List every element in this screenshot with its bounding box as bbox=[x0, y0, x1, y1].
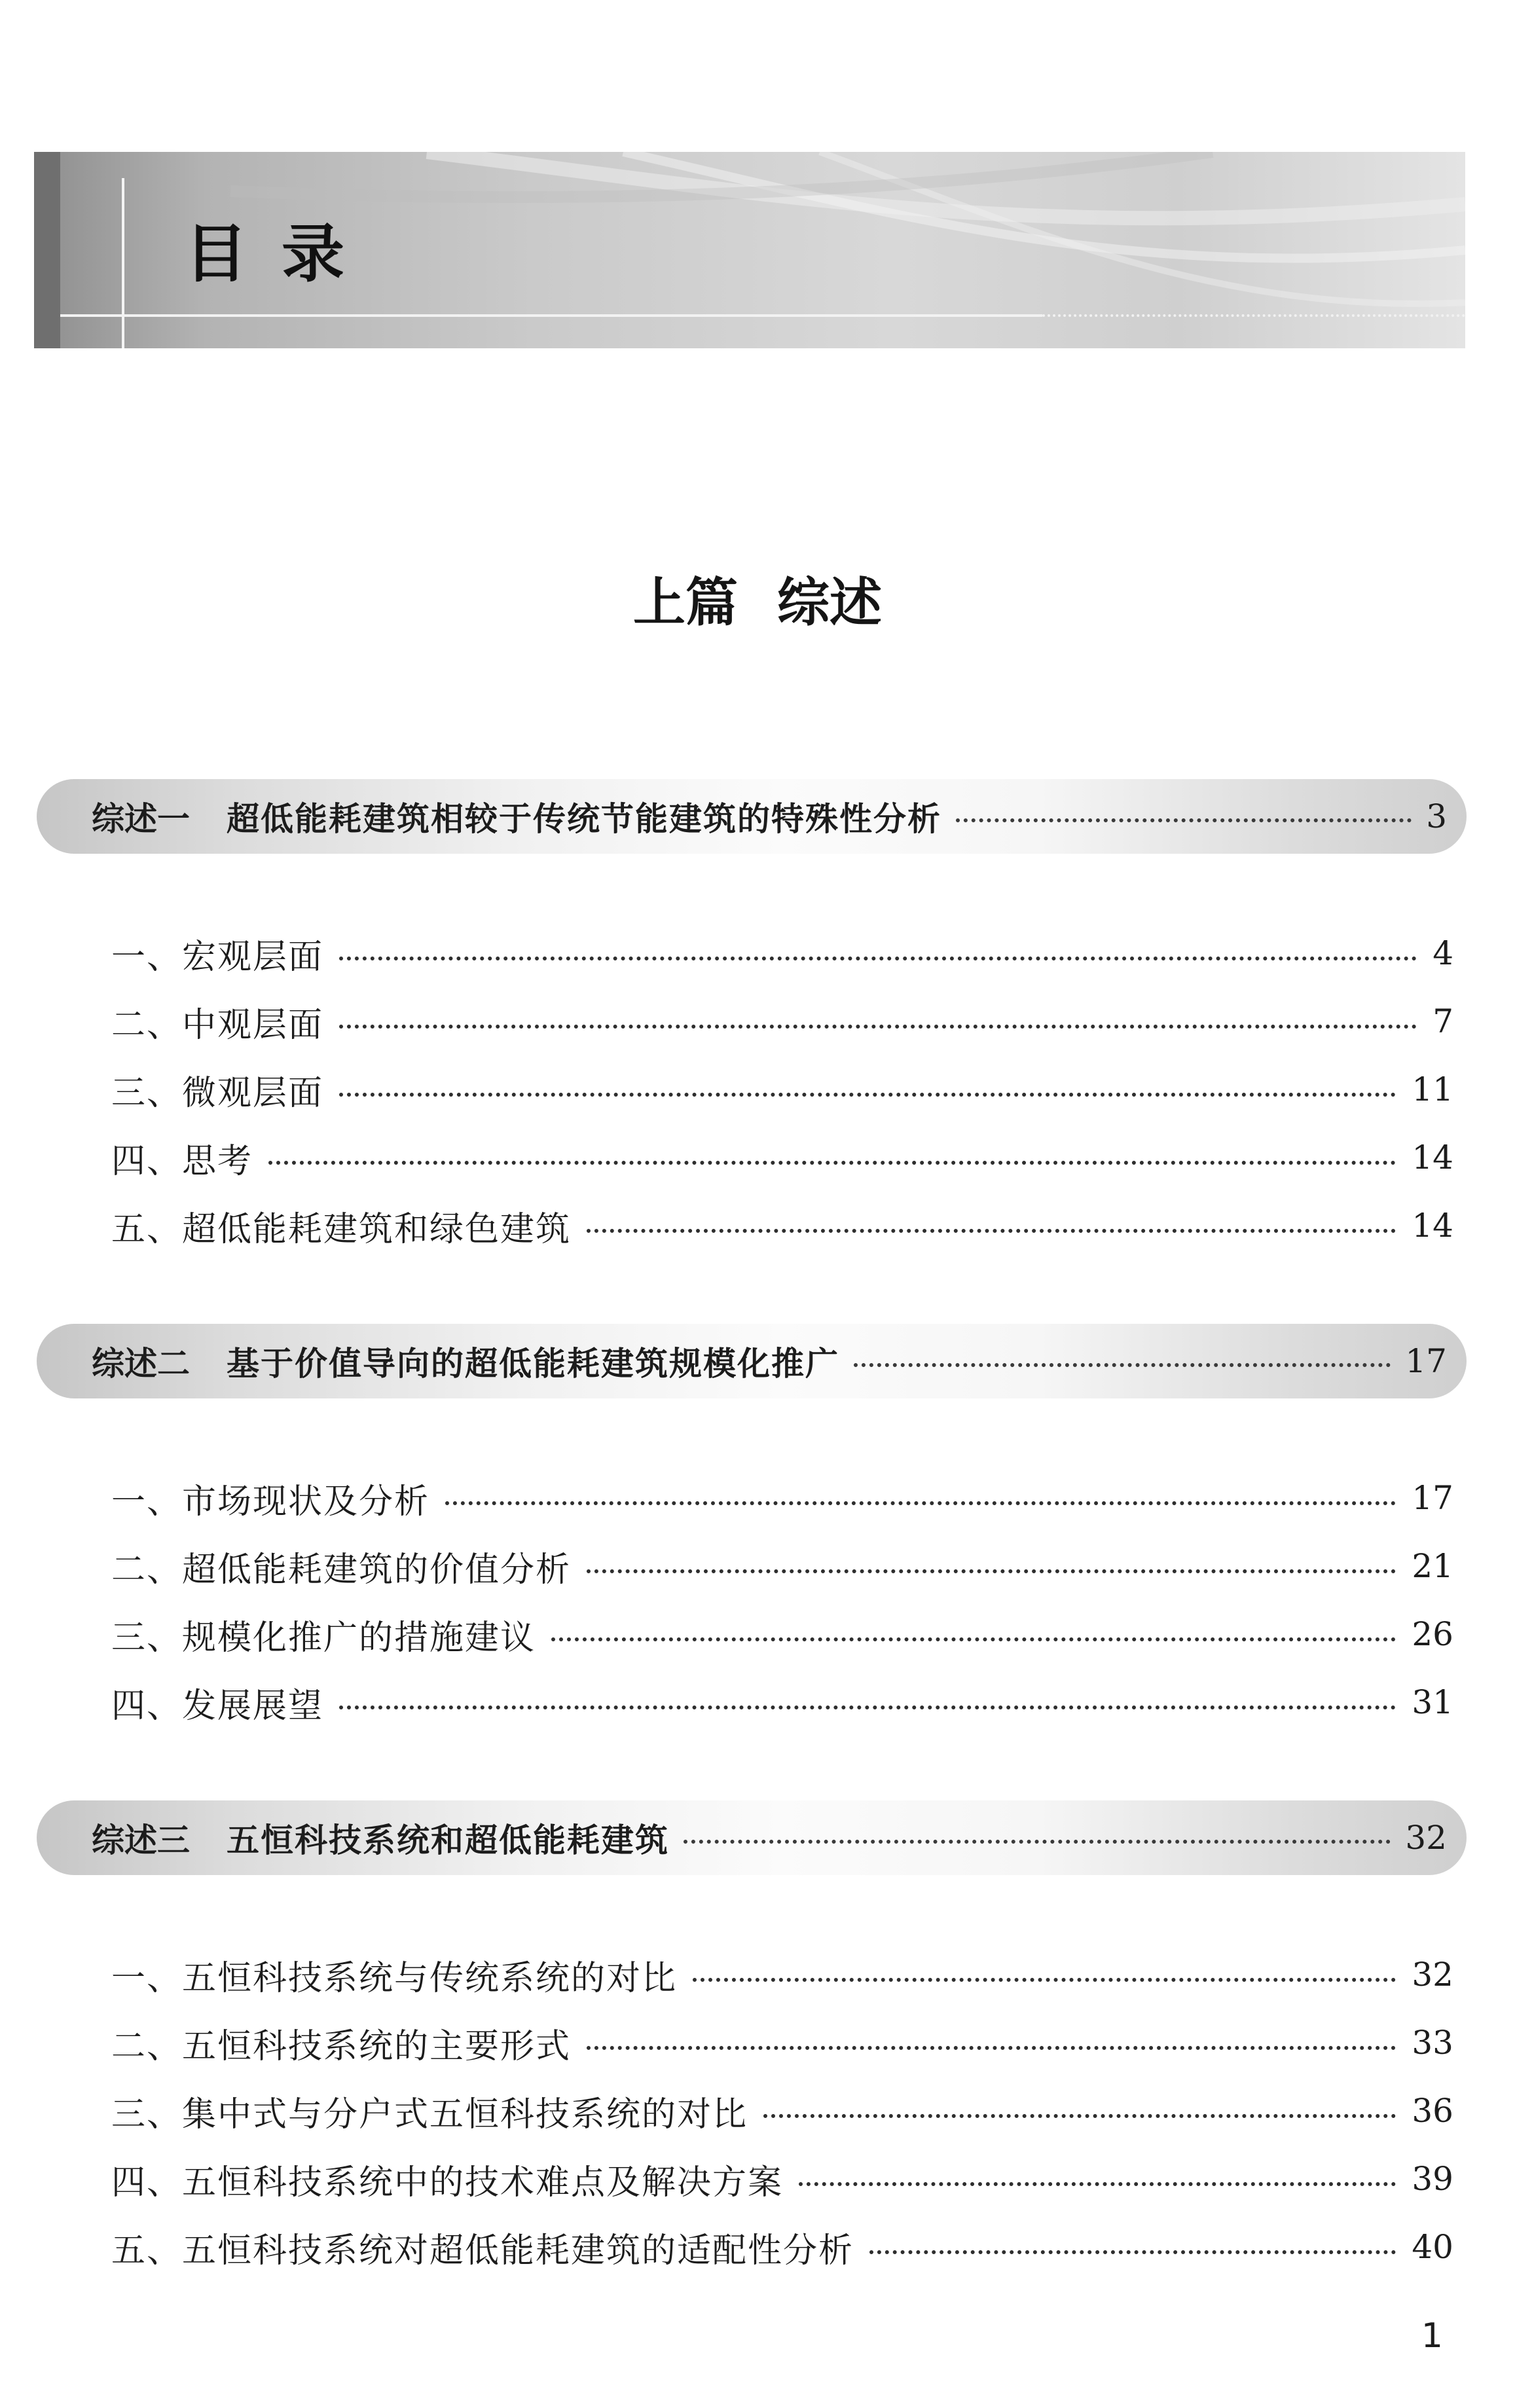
entry-page: 36 bbox=[1412, 2092, 1453, 2130]
entry-label: 三、集中式与分户式五恒科技系统的对比 bbox=[111, 2094, 748, 2134]
dot-leader bbox=[956, 818, 1412, 822]
chapter-title: 超低能耗建筑相较于传统节能建筑的特殊性分析 bbox=[227, 800, 941, 838]
entry-page: 21 bbox=[1412, 1547, 1453, 1585]
toc-chapter-2[interactable] bbox=[37, 1324, 1467, 1398]
dot-leader bbox=[587, 1569, 1396, 1573]
entry-page: 33 bbox=[1412, 2024, 1453, 2062]
toc-entry[interactable] bbox=[111, 1067, 1453, 1112]
dot-leader bbox=[763, 2114, 1396, 2118]
dot-leader bbox=[551, 1637, 1396, 1641]
header-banner bbox=[34, 152, 1465, 348]
page-title: 目录 bbox=[185, 217, 378, 291]
entry-label: 三、微观层面 bbox=[111, 1073, 324, 1113]
chapter-page: 17 bbox=[1405, 1342, 1447, 1380]
part-name: 综述 bbox=[777, 572, 882, 633]
part-title bbox=[0, 572, 1515, 633]
banner-left-bar bbox=[34, 152, 60, 348]
dot-leader bbox=[854, 1363, 1391, 1367]
entry-label: 二、超低能耗建筑的价值分析 bbox=[111, 1550, 572, 1590]
dot-leader bbox=[587, 1229, 1396, 1233]
toc-entry[interactable] bbox=[111, 2156, 1453, 2202]
entry-label: 四、五恒科技系统中的技术难点及解决方案 bbox=[111, 2162, 784, 2202]
toc-entry[interactable] bbox=[111, 2088, 1453, 2134]
toc-entry[interactable] bbox=[111, 1543, 1453, 1589]
entry-page: 14 bbox=[1412, 1207, 1453, 1245]
toc-entry[interactable] bbox=[111, 998, 1453, 1044]
toc-entry[interactable] bbox=[111, 1611, 1453, 1657]
entry-label: 三、规模化推广的措施建议 bbox=[111, 1618, 536, 1658]
entry-label: 二、中观层面 bbox=[111, 1005, 324, 1045]
entry-page: 14 bbox=[1412, 1139, 1453, 1177]
chapter-number: 综述一 bbox=[92, 800, 190, 838]
entry-page: 40 bbox=[1412, 2228, 1453, 2266]
entry-label: 四、思考 bbox=[111, 1141, 253, 1181]
toc-entry[interactable] bbox=[111, 1135, 1453, 1180]
entry-page: 7 bbox=[1433, 1002, 1453, 1040]
toc-entry[interactable] bbox=[111, 2224, 1453, 2270]
dot-leader bbox=[339, 1025, 1417, 1029]
entry-label: 一、市场现状及分析 bbox=[111, 1482, 430, 1522]
entry-label: 五、超低能耗建筑和绿色建筑 bbox=[111, 1209, 572, 1249]
chapter-page: 32 bbox=[1405, 1819, 1447, 1857]
chapter-number: 综述二 bbox=[92, 1345, 190, 1383]
entry-page: 39 bbox=[1412, 2160, 1453, 2198]
dot-leader bbox=[869, 2250, 1396, 2254]
part-prefix: 上篇 bbox=[633, 572, 738, 633]
chapter-page: 3 bbox=[1426, 797, 1447, 835]
page-number: 1 bbox=[1421, 2316, 1443, 2356]
entry-page: 31 bbox=[1412, 1683, 1453, 1721]
chapter-title: 基于价值导向的超低能耗建筑规模化推广 bbox=[227, 1345, 839, 1383]
entry-page: 11 bbox=[1412, 1070, 1453, 1108]
toc-entry[interactable] bbox=[111, 2020, 1453, 2066]
toc-entry[interactable] bbox=[111, 1679, 1453, 1725]
entry-page: 26 bbox=[1412, 1615, 1453, 1653]
dot-leader bbox=[339, 1093, 1396, 1097]
banner-horizontal-rule bbox=[60, 314, 1042, 317]
dot-leader bbox=[684, 1840, 1391, 1844]
toc-entry[interactable] bbox=[111, 930, 1453, 976]
dot-leader bbox=[693, 1978, 1396, 1982]
toc-chapter-1[interactable] bbox=[37, 779, 1467, 854]
banner-vertical-rule bbox=[122, 178, 124, 348]
dot-leader bbox=[268, 1161, 1396, 1165]
dot-leader bbox=[799, 2182, 1396, 2186]
entry-label: 四、发展展望 bbox=[111, 1686, 324, 1726]
chapter-number: 综述三 bbox=[92, 1821, 190, 1859]
toc-entry[interactable] bbox=[111, 1475, 1453, 1521]
toc-chapter-3[interactable] bbox=[37, 1800, 1467, 1875]
banner-dotted-rule bbox=[1042, 314, 1465, 317]
entry-label: 一、宏观层面 bbox=[111, 937, 324, 977]
entry-label: 五、五恒科技系统对超低能耗建筑的适配性分析 bbox=[111, 2231, 854, 2271]
entry-page: 17 bbox=[1412, 1479, 1453, 1517]
dot-leader bbox=[339, 1706, 1396, 1709]
toc-entry[interactable] bbox=[111, 1952, 1453, 1998]
entry-page: 4 bbox=[1433, 934, 1453, 972]
toc-entry[interactable] bbox=[111, 1203, 1453, 1249]
dot-leader bbox=[339, 957, 1417, 960]
entry-label: 一、五恒科技系统与传统系统的对比 bbox=[111, 1958, 678, 1998]
dot-leader bbox=[587, 2046, 1396, 2050]
chapter-title: 五恒科技系统和超低能耗建筑 bbox=[227, 1821, 669, 1859]
entry-page: 32 bbox=[1412, 1956, 1453, 1994]
dot-leader bbox=[445, 1501, 1396, 1505]
entry-label: 二、五恒科技系统的主要形式 bbox=[111, 2026, 572, 2066]
